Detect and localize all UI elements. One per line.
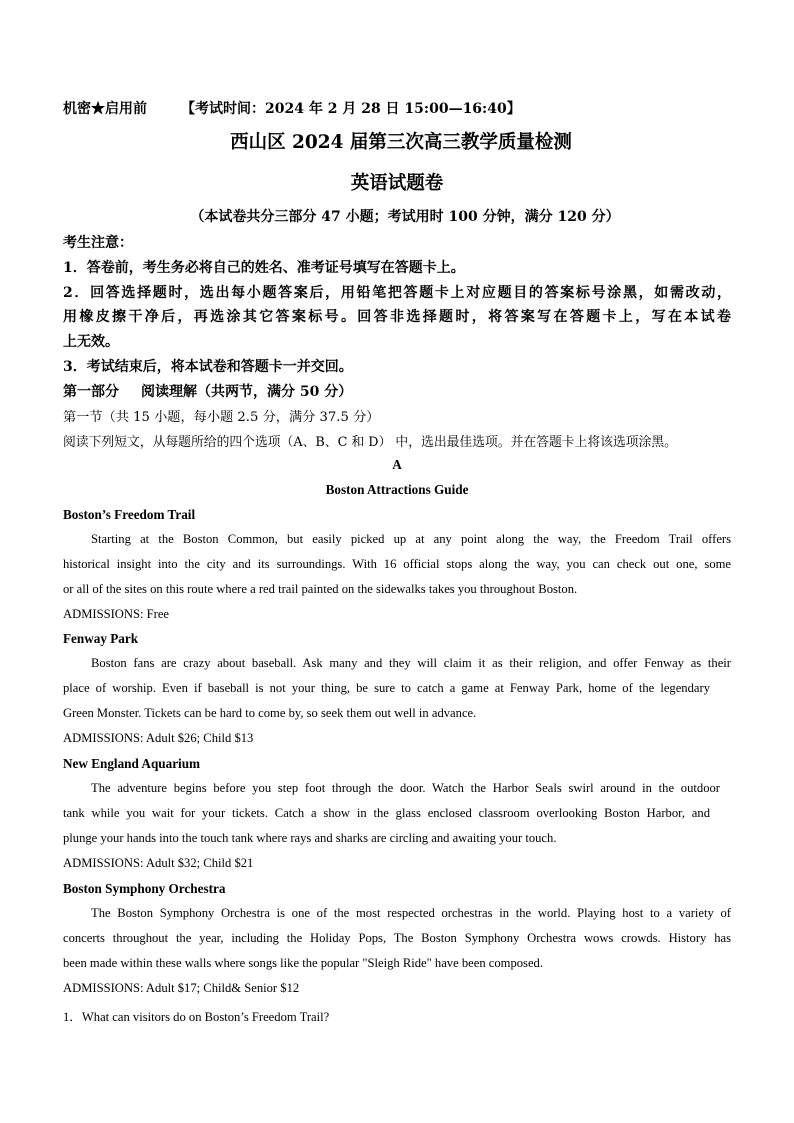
- exam-time: 【考试时间：2024 年 2 月 28 日 15:00—16:40】: [181, 101, 521, 117]
- page-title: 西山区 2024 届第三次高三教学质量检测: [230, 132, 572, 153]
- section-title-freedom-trail: Boston’s Freedom Trail: [63, 507, 196, 522]
- exam-info: （本试卷共分三部分 47 小题；考试用时 100 分钟，满分 120 分）: [190, 209, 620, 225]
- part1-section1: 第一节（共 15 小题，每小题 2.5 分，满分 37.5 分）: [63, 410, 380, 425]
- part1-label: 第一部分: [63, 384, 119, 400]
- aquarium-line-3: plunge your hands into the touch tank where rays and sharks are circling and awaiting your touch.: [63, 831, 557, 845]
- passage-title: Boston Attractions Guide: [325, 482, 469, 497]
- section-title-symphony: Boston Symphony Orchestra: [63, 881, 226, 896]
- fenway-park-admissions: ADMISSIONS: Adult $26; Child $13: [63, 731, 254, 745]
- freedom-trail-admissions: ADMISSIONS: Free: [63, 607, 170, 621]
- freedom-trail-line-1: Starting at the Boston Common, but easily picked up at any point along the way, the Freedom Trail offers: [91, 532, 731, 546]
- part1-desc: 阅读理解（共两节，满分 50 分）: [141, 384, 353, 400]
- fenway-park-line-2: place of worship. Even if baseball is not your thing, be sure to catch a game at Fenway Park, home of the legendary: [63, 681, 710, 695]
- section-title-aquarium: New England Aquarium: [63, 756, 201, 771]
- fenway-park-line-1: Boston fans are crazy about baseball. Ask many and they will claim it as their religion, and offer Fenway as their: [91, 656, 731, 670]
- notice-item-2-line-2: 用橡皮擦干净后，再选涂其它答案标号。回答非选择题时，将答案写在答题卡上，写在本试卷: [63, 309, 731, 325]
- notice-item-2-line-3: 上无效。: [63, 334, 119, 350]
- notice-item-2-line-1: 2．回答选择题时，选出每小题答案后，用铅笔把答题卡上对应题目的答案标号涂黑，如需改动，: [63, 285, 731, 301]
- aquarium-line-1: The adventure begins before you step foot through the door. Watch the Harbor Seals swirl around in the outdoor: [91, 781, 720, 795]
- notice-heading: 考生注意：: [63, 235, 133, 251]
- aquarium-line-2: tank while you wait for your tickets. Catch a show in the glass enclosed classroom overlooking Boston Harbor, and: [63, 806, 710, 820]
- symphony-line-2: concerts throughout the year, including the Holiday Pops, The Boston Symphony Orchestra wows crowds. History has: [63, 931, 731, 945]
- notice-item-3: 3．考试结束后，将本试卷和答题卡一并交回。: [63, 359, 353, 375]
- symphony-admissions: ADMISSIONS: Adult $17; Child& Senior $12: [63, 981, 300, 995]
- symphony-line-3: been made within these walls where songs like the popular "Sleigh Ride" have been composed.: [63, 956, 543, 970]
- freedom-trail-line-3: or all of the sites on this route where a red trail painted on the sidewalks takes you throughout Boston.: [63, 582, 578, 596]
- part1-instruction: 阅读下列短文，从每题所给的四个选项（A、B、C 和 D） 中，选出最佳选项。并在答题卡上将该选项涂黑。: [63, 435, 677, 450]
- fenway-park-line-3: Green Monster. Tickets can be hard to come by, so seek them out well in advance.: [63, 706, 477, 720]
- symphony-line-1: The Boston Symphony Orchestra is one of the most respected orchestras in the world. Playing host to a variety of: [91, 906, 731, 920]
- passage-label: A: [392, 457, 402, 472]
- notice-item-1: 1．答卷前，考生务必将自己的姓名、准考证号填写在答题卡上。: [63, 260, 465, 276]
- aquarium-admissions: ADMISSIONS: Adult $32; Child $21: [63, 856, 254, 870]
- page-subtitle: 英语试题卷: [350, 173, 444, 194]
- header-line: [63, 98, 521, 118]
- part1-heading: [63, 381, 352, 401]
- section-title-fenway-park: Fenway Park: [63, 631, 139, 646]
- secret-mark: 机密★启用前: [63, 101, 147, 117]
- question-1: 1．What can visitors do on Boston’s Freedom Trail?: [63, 1010, 330, 1024]
- freedom-trail-line-2: historical insight into the city and its surroundings. With 16 official stops along the way, you can check out one, some: [63, 557, 731, 571]
